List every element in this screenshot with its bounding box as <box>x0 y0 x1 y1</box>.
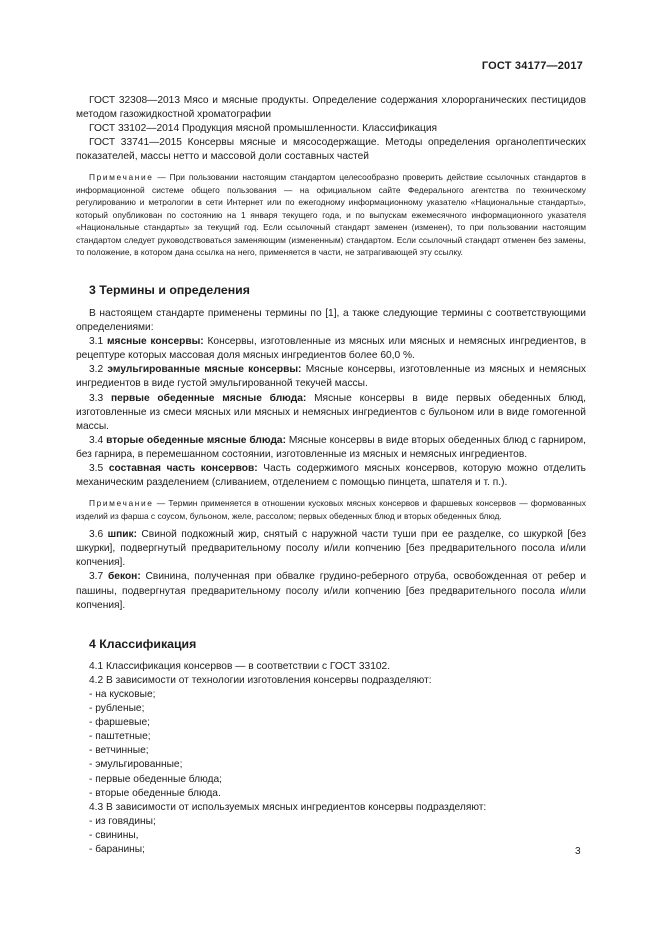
term-definition <box>76 462 586 490</box>
section-3-intro: В настоящем стандарте применены термины по [1], а также следующие термины с соответствующими определениями: <box>76 307 586 334</box>
term-text: Мясные консервы в виде вторых обеденных блюд с гарниром, без гарнира, в перемешанном состоянии, изготовленные из мясных и немясных ингредиентов. <box>76 434 586 460</box>
term-number: 3.5 <box>89 463 109 474</box>
note-terms <box>76 497 586 522</box>
reference-item: ГОСТ 33741—2015 Консервы мясные и мясосодержащие. Методы определения органолептических показателей, массы нетто и массовой доли составных частей <box>76 137 586 163</box>
term-number: 3.7 <box>89 571 109 583</box>
note-label: Примечание <box>89 172 154 183</box>
list-item: - свинины, <box>89 829 139 841</box>
term-definition <box>76 392 586 434</box>
list-item: - первые обеденные блюда; <box>89 773 222 785</box>
term-name: вторые обеденные мясные блюда: <box>106 434 286 446</box>
reference-item: ГОСТ 33102—2014 Продукция мясной промышленности. Классификация <box>89 123 438 135</box>
term-text: Свинина, полученная при обвалке грудино-реберного отруба, освобожденная от ребер и пашины, подвергнутая предварительному посолу и/или копчению [без предварительного посола и/или копчения]. <box>76 571 587 611</box>
term-number: 3.2 <box>89 364 108 376</box>
list-item: - ветчинные; <box>89 745 149 757</box>
normative-references <box>76 94 586 164</box>
reference-item: ГОСТ 32308—2013 Мясо и мясные продукты. Определение содержания хлорорганических пестицидов методом газожидкостной хроматографии <box>76 95 586 121</box>
term-text: Мясные консервы, изготовленные из мясных и немясных ингредиентов в виде густой эмульгированной текучей массы. <box>76 364 586 390</box>
term-definition <box>76 570 586 612</box>
term-text: Часть содержимого мясных консервов, которую можно отделить механическим разделением (сливанием, отделением с помощью пинцета, шпателя и т. п.). <box>76 463 586 489</box>
term-name: эмульгированные мясные консервы: <box>107 364 302 376</box>
page-number: 3 <box>575 846 581 857</box>
note-references <box>76 171 586 259</box>
term-definition <box>76 434 586 462</box>
term-text: Свиной подкожный жир, снятый с наружной части туши при ее разделке, со шкуркой [без шкурки], подвергнутый предварительному посолу и/или копчению [без предварительного посола и/или копчения]. <box>76 529 586 569</box>
page-body <box>76 94 586 857</box>
term-name: первые обеденные мясные блюда: <box>110 392 307 404</box>
term-definition <box>76 335 586 363</box>
technology-list <box>76 688 586 801</box>
list-item: - эмульгированные; <box>89 759 183 771</box>
document-code-header: ГОСТ 34177—2017 <box>481 60 583 72</box>
paragraph-4-1: 4.1 Классификация консервов — в соответствии с ГОСТ 33102. <box>89 660 391 672</box>
term-definition <box>76 528 586 570</box>
ingredient-list <box>76 815 586 857</box>
term-number: 3.1 <box>89 336 107 348</box>
list-item: - из говядины; <box>89 815 156 827</box>
term-name: бекон: <box>108 571 141 583</box>
term-name: шпик: <box>107 529 137 541</box>
section-4-heading: 4 Классификация <box>89 636 197 651</box>
list-item: - вторые обеденные блюда. <box>89 787 221 799</box>
note-text: — Термин применяется в отношении кусковых мясных консервов и фаршевых консервов — формованных изделий из фарша с соусом, бульоном, желе, рассолом; первых обеденных блюд и вторых обеденных блюд. <box>76 498 586 521</box>
note-text: — При пользовании настоящим стандартом целесообразно проверить действие ссылочных стандартов в информационной системе общего пользования — на официальном сайте Федерального агентства по техническому регулированию и метрологии в сети Интернет или по ежегодному информационному указателю «Национальные стандарты», который опубликован по состоянию на 1 января текущего года, и по выпускам ежемесячного информационного указателя «Национальные стандарты» за текущий год. Если ссылочный стандарт заменен (изменен), то при пользовании настоящим стандартом следует руководствоваться заменяющим (измененным) стандартом. Если ссылочный стандарт отменен без замены, то положение, в котором дана ссылка на него, применяется в части, не затрагивающей эту ссылку. <box>76 172 586 258</box>
term-name: составная часть консервов: <box>108 463 258 474</box>
list-item: - паштетные; <box>89 731 151 743</box>
note-label: Примечание <box>89 498 154 509</box>
term-name: мясные консервы: <box>106 336 204 348</box>
paragraph-4-2: 4.2 В зависимости от технологии изготовления консервы подразделяют: <box>89 674 432 686</box>
term-number: 3.6 <box>89 529 108 541</box>
list-item: - на кусковые; <box>89 688 156 700</box>
list-item: - фаршевые; <box>89 717 151 729</box>
section-3-heading: 3 Термины и определения <box>89 282 250 297</box>
term-text: Мясные консервы в виде первых обеденных блюд, изготовленные из смеси мясных или мясных и немясных ингредиентов с бульоном или в виде гомогенной массы. <box>76 392 586 432</box>
paragraph-4-3: 4.3 В зависимости от используемых мясных ингредиентов консервы подразделяют: <box>89 801 487 813</box>
list-item: - баранины; <box>89 843 145 855</box>
term-definition <box>76 363 586 391</box>
term-number: 3.3 <box>89 392 111 404</box>
list-item: - рубленые; <box>89 703 145 715</box>
term-number: 3.4 <box>89 434 107 446</box>
term-text: Консервы, изготовленные из мясных или мясных и немясных ингредиентов, в рецептуре которых массовая доля мясных ингредиентов более 60,0 %. <box>76 336 587 362</box>
